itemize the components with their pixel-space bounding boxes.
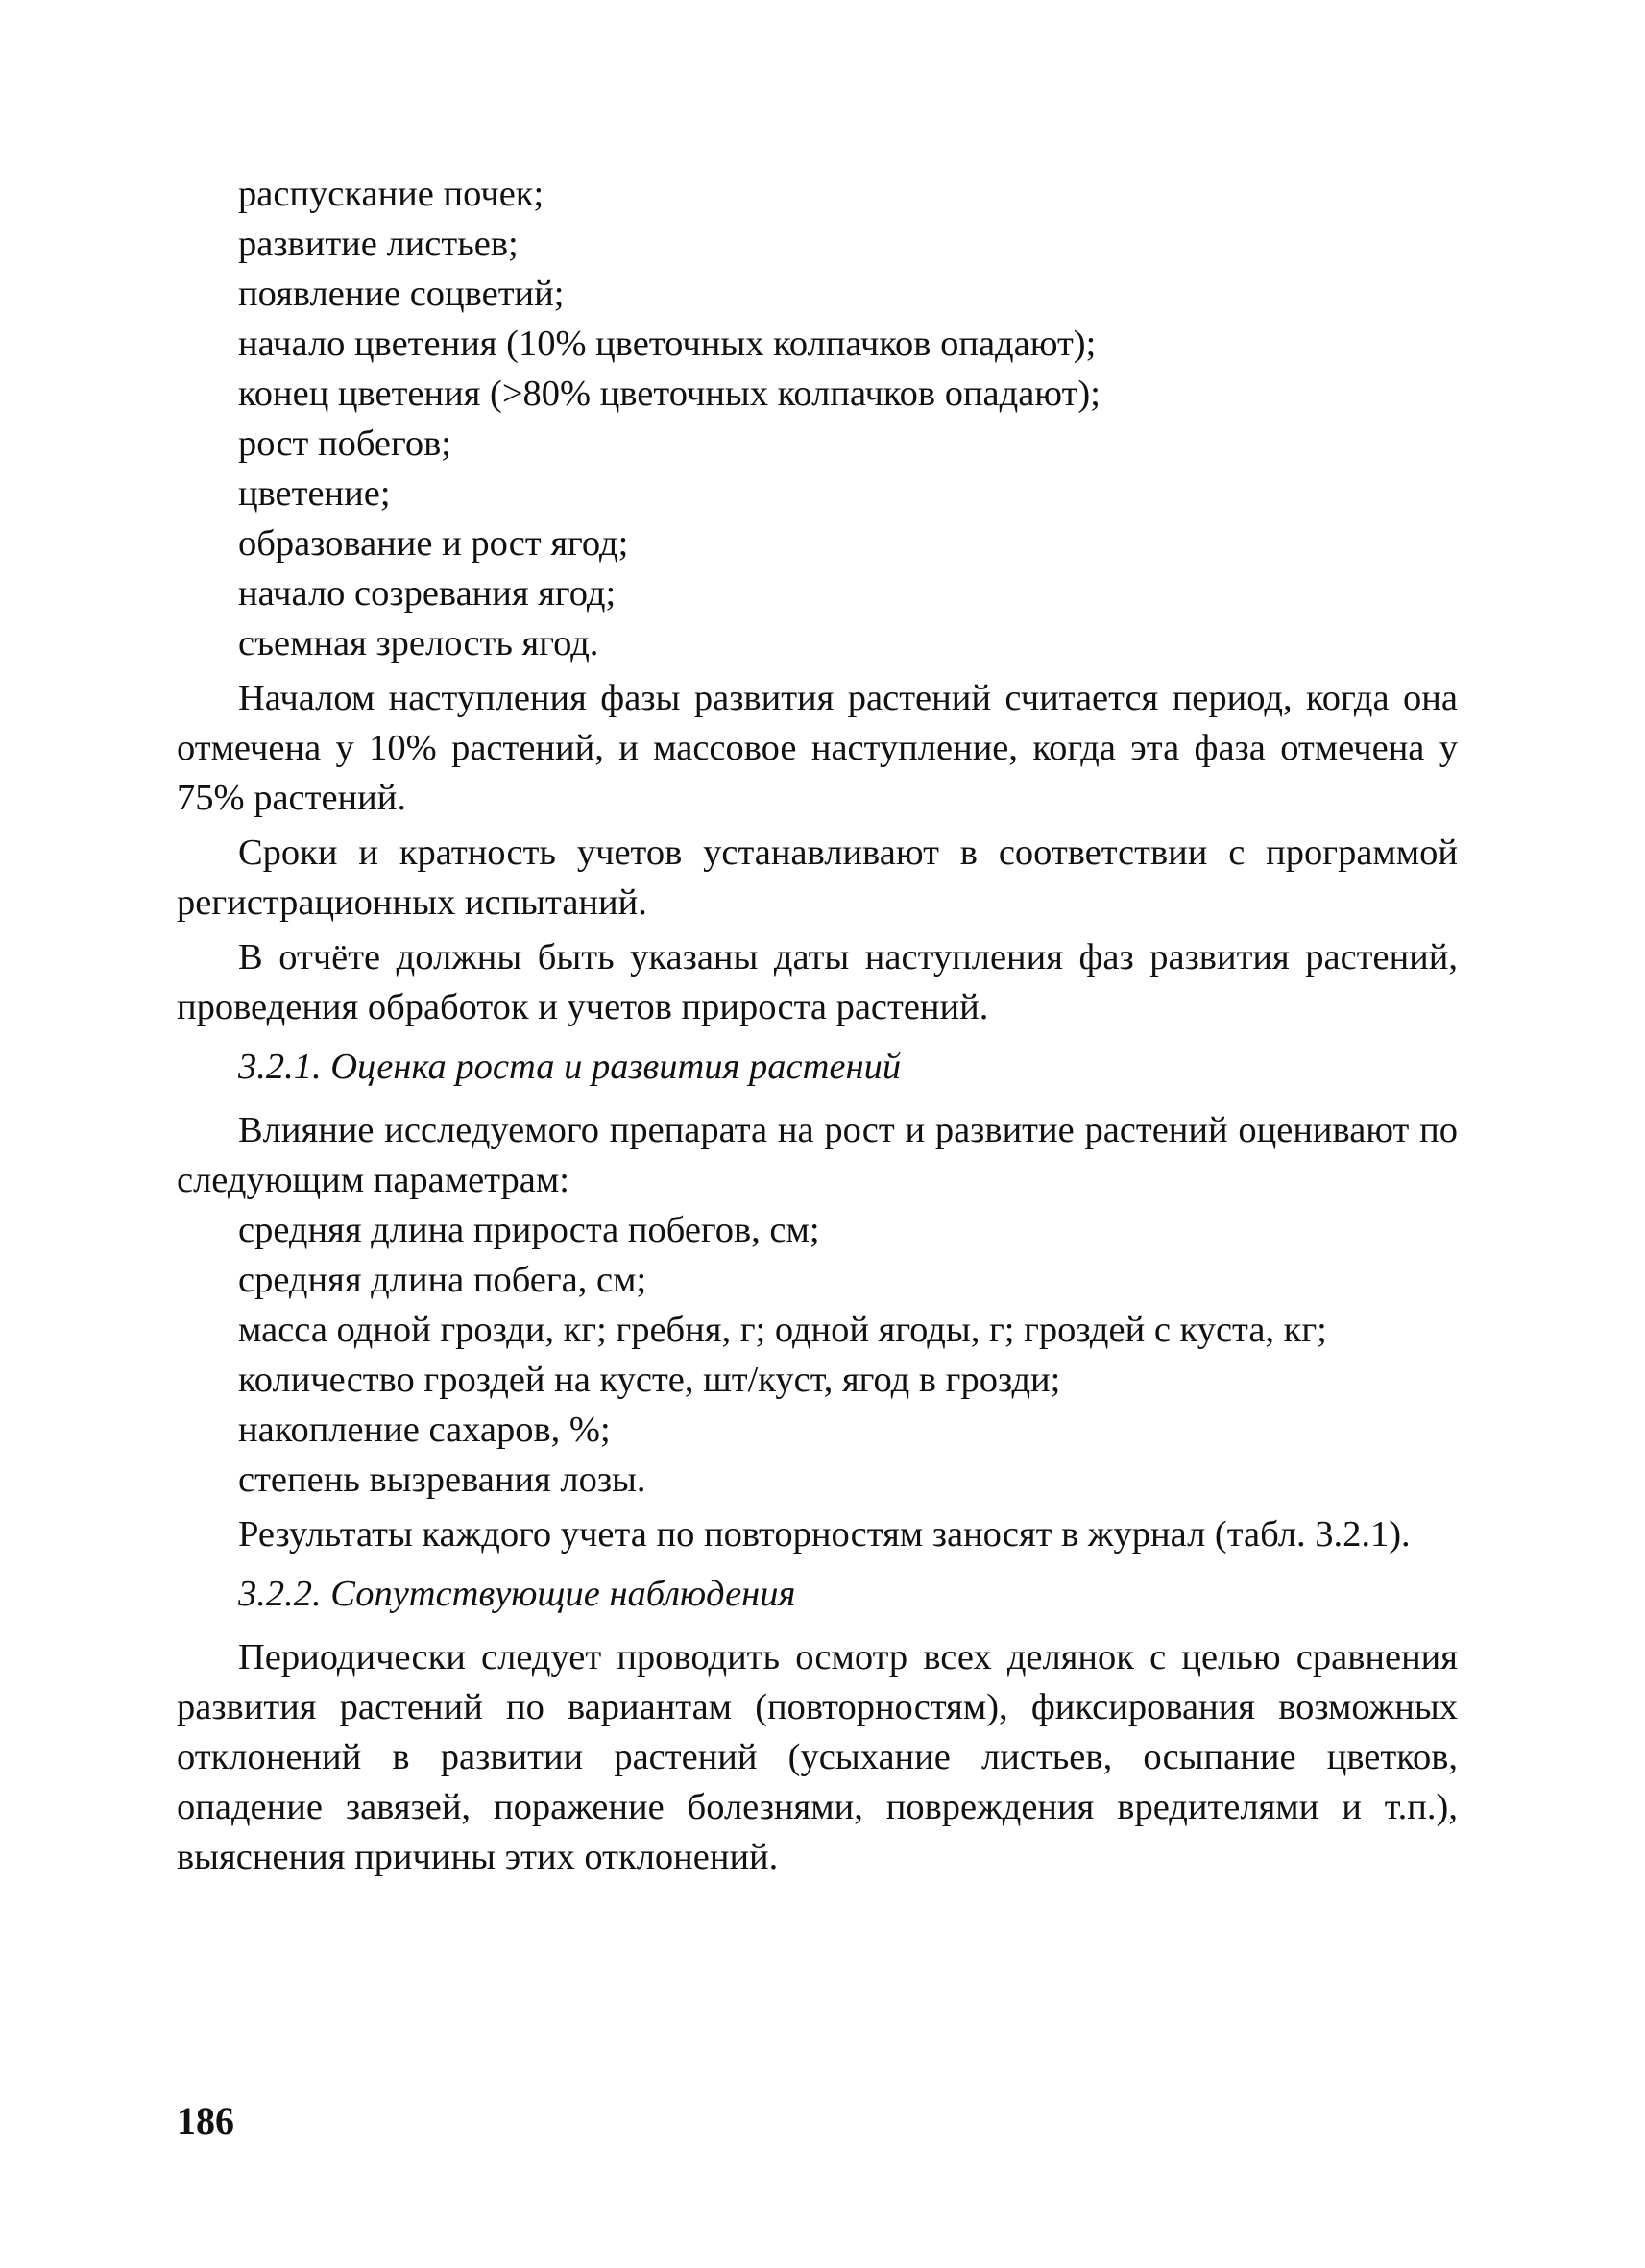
list-item: развитие листьев;: [238, 224, 519, 264]
list-item: средняя длина прироста побегов, см;: [238, 1210, 820, 1250]
paragraph: Периодически следует проводить осмотр всех делянок с целью сравнения развития растений по вариантам (повторностям), фиксирования возможных отклонений в развитии растений (усыхание листьев, осыпание цветков, опадение завязей, поражение болезнями, повреждения вредителями и т.п.), выяснения причины этих отклонений.: [177, 1637, 1458, 1877]
paragraph: Влияние исследуемого препарата на рост и развитие растений оценивают по следующим параметрам:: [177, 1110, 1458, 1200]
page-body: [177, 169, 1458, 1882]
paragraph: Результаты каждого учета по повторностям заносят в журнал (табл. 3.2.1).: [238, 1514, 1411, 1555]
list-item: появление соцветий;: [238, 274, 565, 314]
paragraph: В отчёте должны быть указаны даты наступления фаз развития растений, проведения обработок и учетов прироста растений.: [177, 937, 1458, 1027]
list-item: степень вызревания лозы.: [238, 1460, 646, 1500]
list-item: средняя длина побега, см;: [238, 1260, 647, 1300]
section-heading: 3.2.2. Сопутствующие наблюдения: [238, 1574, 796, 1614]
list-item: цветение;: [238, 473, 391, 514]
page-number: 186: [177, 2099, 234, 2142]
list-item: рост побегов;: [238, 423, 451, 464]
parameter-list: [177, 1205, 1458, 1505]
phase-list: [177, 169, 1458, 668]
paragraph: Началом наступления фазы развития растений считается период, когда она отмечена у 10% растений, и массовое наступление, когда эта фаза отмечена у 75% растений.: [177, 678, 1458, 818]
list-item: масса одной грозди, кг; гребня, г; одной ягоды, г; гроздей с куста, кг;: [238, 1310, 1327, 1350]
list-item: образование и рост ягод;: [238, 523, 629, 564]
list-item: съемная зрелость ягод.: [238, 623, 599, 664]
list-item: распускание почек;: [238, 174, 544, 214]
list-item: начало созревания ягод;: [238, 573, 617, 614]
list-item: количество гроздей на кусте, шт/куст, ягод в грозди;: [238, 1360, 1061, 1400]
list-item: начало цветения (10% цветочных колпачков опадают);: [238, 324, 1097, 364]
list-item: накопление сахаров, %;: [238, 1410, 611, 1450]
section-heading: 3.2.1. Оценка роста и развития растений: [238, 1047, 902, 1087]
paragraph: Сроки и кратность учетов устанавливают в соответствии с программой регистрационных испытаний.: [177, 832, 1458, 923]
list-item: конец цветения (>80% цветочных колпачков опадают);: [238, 374, 1101, 414]
